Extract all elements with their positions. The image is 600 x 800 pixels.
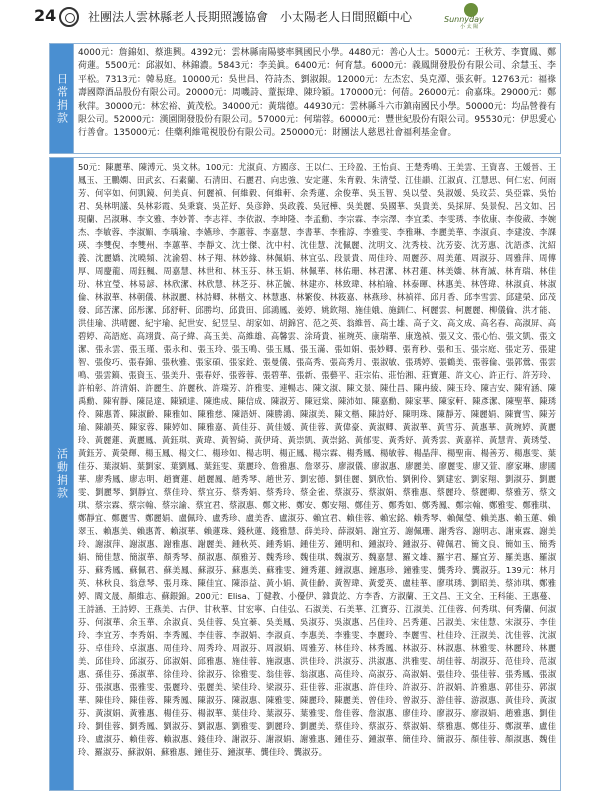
section-label-bar [50,44,74,153]
section-label: 活動捐款 [55,448,69,500]
association-logo-icon [59,7,79,27]
event-donation-section [49,157,561,791]
logo-text: Sunnyday [444,15,484,24]
section-label-bar [50,158,74,790]
page-number: 24 [34,6,57,25]
header-title: 社團法人雲林縣老人長期照護協會 小太陽老人日間照顧中心 [88,10,413,24]
section-label: 日常捐款 [55,72,69,125]
donation-list-text: 50元：陳麗華、陳溥元、吳文林。100元：尤淑貞、方國彦、王以仁、王玲盈、王怡貞、王楚秀鳴、王美雲、王資喜、王媛晉、王鳳玉、王鵬嫻、田武玄、石素蘭、石清田、石麗君、向忠強、安定蓮、朱育毅、朱清瑩、江佳韻、江淑貞、江慧思、何仁宏、何雨芳、何宰如、何凱鏡、何美貞、何麗禎、何維毅、何維軒、余秀蓮、余俊華、吳玉智、吳以瑩、吳淑媛、吳玟芸、吳亞霖、吳怡君、吳林明議、吳林彩霞、吳秉寰、吳芷妤、吳彦錚、吳政義、吳冠樺、吳美麗、吳國華、吳貴美、吳採屏、吳景倪、呂文如、呂現蘭、呂淑琳、李文雅、李妙菁、李志祥、李依淑、李坤隆、李孟勳、李宗霖、李宗澤、李宜柔、李雯琇、李依康、李俊葳、李婉杰、李敏蓉、李淑媚、李瑀瑜、李嬿珍、李蕙蓉、李嘉慧、李書華、李雅諄、李雅雯、李雅琳、李麗美華、李淑貞、李建浚、李課瑛、李雙倪、李雙州、李蕙華、李靜文、沈士傑、沈中村、沈佳慧、沈佩麗、沈明文、沈秀枝、沈芳姿、沈芳惠、沈語彥、沈紹義、沈麗嬌、沈曉頻、沈渝碧、林子翔、林妙緣、林佩娟、林宜弘、段景貴、周佳玲、周麗莎、周美蓮、周淑芬、周雅萍、周傳厚、周慶龍、周鈺楓、周嘉慧、林世和、林玉芬、林玉娟、林佩華、林佑珊、林君潔、林君蓮、林美嬌、林育誠、林育瑞、林佳玢、林宜瑩、林易諺、林欣潔、林欣慧、林芝芬、林芷毓、林建亦、林致瑋、林柏瑜、林泰暉、林惠美、林啓瑋、林淑貞、林淑倫、林淑華、林朝儀、林淑麗、林詩卿、林楷文、林慧惠、林繁俊、林筱嘉、林燕珍、林禎祥、邱月香、邱李雪雲、邱建榮、邱茂發、邱苦潔、邱彤潔、邱舒軒、邱勝均、邱貴田、邱鴻鳳、姜婷、姚欽翔、施佳娥、施釧仁、柯麗雲、柯麗麗、柳儀倫、洪才能、洪佳瑜、洪晴麗、紀宇瑜、紀世安、紀昱呈、胡家如、胡錦宮、范之英、翁維晉、高士雄、高子文、高文成、高名春、高淑屏、高碧婷、高語庭、高翊貴、高子緯、高玉美、高維雄、高馨雲、涂琦貴、崔琬英、康瑞華、康逸禎、張又文、張心怡、張文凱、張文潔、張永雲、張玉瑾、張永和、張玉玲、張玉鳴、張玉鳳、張玉滿、張如娟、張妙卿、張育秒、張和玉、張宗庭、張定芳、張建智、張俊巧、張春錦、張秋雅、張家碩、張家銓、張曼儀、張高秀、張高秀月、張淑敏、張琇婷、張鶴美、張蓉倫、張郭鶯、張雲鳴、張雲鎬、張資玉、張美升、張春妤、張蓉蓉、張碧華、張新、張藝平、莊宗佑、莊怡湘、莊寶蓮、許文心、許正行、許芳玲、許柏彰、許清娟、許麗生、許麗秋、許瑞芳、許雅雯、連暢志、陳文淑、陳文景、陳仕昌、陳冉綾、陳玉玲、陳吉安、陳宥涵、陳禹勳、陳宥靜、陳昆達、陳穎達、陳進成、陳信成、陳淑芳、陳冠棠、陳沛如、陳嘉勳、陳家華、陳家軒、陳彥潔、陳聖華、陳琇伶、陳惠菁、陳淑齡、陳雅如、陳雅慈、陳語妍、陳勝鴻、陳淑美、陳文楷、陳詩妤、陳明珠、陳靜芳、陳麗娟、陳寶雪、陳芳瑜、陳韻英、陳家蓉、陳婷如、陳雅嘉、黃佳芬、黃佳媛、黃佳蓉、黃偉豪、黃淑卿、黃淑華、黃雪芬、黃惠華、黃琬婷、黃麗玲、黃麗蓮、黃麗鳳、黃鈺琪、黃瑋、黃智綺、黃伊琦、黃崇凱、黃崇銘、黃郁雯、黃秀妤、黃秀雲、黃嘉祥、黃慧青、黃琇瑩、黃鈺芳、黃榮輝、楊玉鳳、楊文仁、楊珍如、楊志明、楊正鳳、楊宗霖、楊秀鳳、楊敏蓉、楊晶萍、楊聖南、楊善芳、楊惠雯、葉佳芬、葉淑娟、葉劉家、葉劉鳳、葉鈺雯、葉麗玲、詹雅惠、詹翠芬、廖淑儀、廖淑惠、廖麗美、廖麗雯、廖又萱、廖家琳、廖國華、廖秀鳳、廖志明、趙寶蓮、趙麗鳳、趙秀琴、趙世芳、劉宏德、劉佳麗、劉欣怡、劉俐伶、劉建宏、劉家翔、劉淑芬、劉麗雯、劉麗琴、劉靜宜、蔡佳玲、蔡宜芬、蔡秀娟、蔡秀玲、蔡金雀、蔡淑芬、蔡淑娟、蔡雅惠、蔡麗玲、蔡麗卿、蔡雅芳、蔡文琪、蔡宗霖、蔡宗翰、蔡宗諭、蔡宜君、蔡淑惠、鄭文彬、鄭安、鄭安翔、鄭佳芳、鄭秀如、鄭秀鳳、鄭宗翰、鄭雅雯、鄭雅琪、鄭靜宜、鄭麗雪、鄭麗娟、盧佩玲、盧秀珍、盧美香、盧淑芬、賴宜君、賴佳蓉、賴宏銘、賴秀琴、賴佩瑩、賴美惠、賴玉蓮、賴翠玉、賴惠美、賴惠菁、賴淑華、賴蓮珠、錢秋蓮、錢雅慧、薛美玲、薛淑娟、謝宜芳、謝佩珊、謝秀容、謝明志、謝東霖、謝美玲、謝淑萍、謝淑惠、謝雅惠、謝麗美、鍾秋英、鍾秀娟、鍾佳芳、鍾明和、鍾淑玲、鍾淑芬、韓佩君、簡文良、簡如玉、簡秀娟、簡佳慧、簡淑華、顏秀琴、顏淑惠、顏雅芳、魏秀珍、魏佳琪、魏淑芳、魏嘉慧、羅文雄、羅宇君、羅宜芳、羅美惠、羅淑芬、蘇秀鳳、蘇佩君、蘇美鳳、蘇淑芬、蘇惠美、蘇雅雯、鐘秀蓮、鐘淑惠、鐘惠珍、鐘雅雯、龔秀玲、龔淑芬。139元：林月英、林秋良、翁意琴、張月珠、陳佳宜、陳添益、黃小娟、黃佳齡、黃智瑋、黃愛英、盧桂華、廖琪琇、劉昭美、蔡沛琪、鄭雅婷、閻文晟、顏維志、蘇銀錦。200元：Elisa、丁健教、小優伊、雜貴訖、方李香、方淑蘭、王文昌、王文全、王科能、王惠蔓、王詩涵、王詩婷、王燕美、古伊、甘秋華、甘宏寧、白佳弘、石淑美、石美華、江寶芬、江淑美、江佳蓉、何秀琪、何秀蘭、何淑芬、何淑華、余玉華、余淑貞、吳佳蓉、吳宜蓁、吳美鳳、吳淑芬、吳淑惠、呂佳玲、呂秀蓮、呂淑美、宋佳慧、宋淑芬、李佳玲、李宜芳、李秀娟、李秀鳳、李佳蓉、李淑娟、李淑貞、李惠美、李雅雯、李麗玲、李麗雪、杜佳玲、汪淑美、沈佳蓉、沈淑芬、卓佳玲、卓淑惠、周佳玲、周秀玲、周淑芬、周淑娟、周雅芳、林佳玲、林秀鳳、林淑芬、林淑惠、林雅雯、林麗玲、林麗美、邱佳玲、邱淑芬、邱淑娟、邱雅惠、施佳蓉、施淑惠、洪佳玲、洪淑芬、洪淑惠、洪雅雯、胡佳蓉、胡淑芬、范佳玲、范淑惠、孫佳芬、孫淑華、徐佳玲、徐淑芬、徐雅雯、翁佳蓉、翁淑惠、高佳玲、高淑芬、高淑娟、張佳玲、張佳蓉、張秀鳳、張淑芬、張淑惠、張雅雯、張麗玲、張麗美、梁佳玲、梁淑芬、莊佳蓉、莊淑惠、許佳玲、許淑芬、許淑娟、許雅惠、郭佳芬、郭淑華、陳佳玲、陳佳蓉、陳秀鳳、陳淑芬、陳淑惠、陳雅雯、陳麗玲、陳麗美、曾佳玲、曾淑芬、游佳蓉、游淑惠、黃佳玲、黃淑芬、黃淑娟、黃雅惠、楊佳芬、楊淑華、葉佳玲、葉淑芬、葉雅雯、詹佳蓉、詹淑惠、廖佳玲、廖淑芬、廖淑娟、趙雅惠、劉佳玲、劉佳蓉、劉秀鳳、劉淑芬、劉淑惠、劉雅雯、劉麗玲、劉麗美、蔡佳玲、蔡淑芬、蔡淑娟、蔡雅惠、鄭佳芬、鄭淑華、盧佳玲、盧淑芬、賴佳蓉、賴淑惠、錢佳玲、謝淑芬、謝淑娟、謝雅惠、鍾佳芬、鍾淑華、簡佳玲、簡淑芬、顏佳蓉、顏淑惠、魏佳玲、羅淑芬、蘇淑娟、蘇雅惠、鐘佳芬、鐘淑華、龔佳玲、龔淑芬。 [78,162,556,757]
logo-subtext: 小 太 陽 [460,24,479,30]
daily-donation-section [49,43,561,154]
donation-list-text: 4000元：詹錦如、蔡進興。4392元：雲林縣南陽婆率興國民小學。4480元：善心人士。5000元：王秋芳、李寶鳳、鄭荷蓮。5500元：邱淑如、林錦濃。5843元：李美眞。6400元：何育慧。6000元：義鳳開發股份有限公司、余慧玉、李平松。7313元：韓易庭。10000元：吳世昌、符詩杰、劉淑銀。12000元：左杰宏、吳克潭、張玄軒。12763元：福祿壽國際酒品股份有限公司。20000元：周嘰詩、蕫振瑋、陳玲穎。170000元：何蓓。26000元：俞嘉珠。29000元：鄭秋萍。30000元：林宏裕、黃茂松。34000元：黃瑞德。44930元：雲林縣斗六市鎮南國民小學。50000元：均品營養有限公司。52000元：漢園開發股份有限公司。57000元：何瑞蓉。60000元：豐世紀股份有限公司。95530元：伊思愛心行善會。135000元：佳藥利維電視股份有限公司。250000元：財團法人慈恩社會福利基金會。 [78,48,556,139]
sunnyday-logo [434,3,512,29]
page-header [0,0,600,40]
